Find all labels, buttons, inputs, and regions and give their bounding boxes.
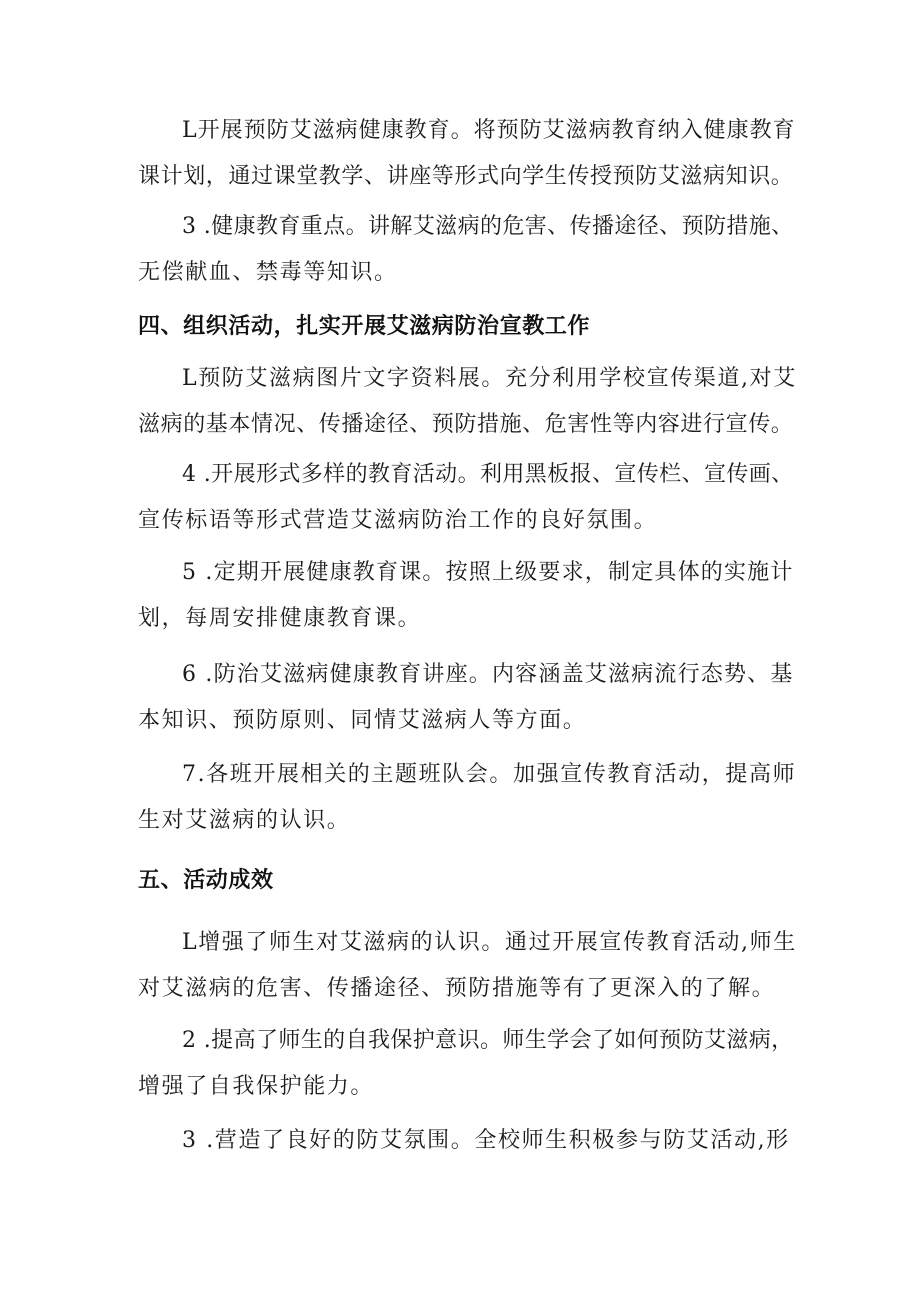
paragraph-line: 4 .开展形式多样的教育活动。利用黑板报、宣传栏、宣传画、 <box>182 462 794 487</box>
paragraph-diverse-activities <box>138 452 798 544</box>
paragraph-line: 7.各班开展相关的主题班队会。加强宣传教育活动，提高师 <box>182 762 797 787</box>
paragraph-line: 5 .定期开展健康教育课。按照上级要求，制定具体的实施计 <box>182 560 794 585</box>
paragraph-improved-awareness <box>138 920 798 1012</box>
paragraph-regular-classes <box>138 550 798 642</box>
paragraph-line: 本知识、预防原则、同情艾滋病人等方面。 <box>138 708 587 733</box>
paragraph-atmosphere <box>138 1118 798 1164</box>
paragraph-self-protection <box>138 1018 798 1110</box>
paragraph-line: 2 .提高了师生的自我保护意识。师生学会了如何预防艾滋病， <box>182 1028 794 1053</box>
section-heading-results: 五、活动成效 <box>138 868 274 893</box>
paragraph-line: L增强了师生对艾滋病的认识。通过开展宣传教育活动,师生 <box>182 930 797 955</box>
paragraph-line: L开展预防艾滋病健康教育。将预防艾滋病教育纳入健康教育 <box>182 118 796 143</box>
paragraph-line: L预防艾滋病图片文字资料展。充分利用学校宣传渠道,对艾 <box>182 366 797 391</box>
paragraph-line: 无偿献血、禁毒等知识。 <box>138 260 398 285</box>
paragraph-line: 3 .健康教育重点。讲解艾滋病的危害、传播途径、预防措施、 <box>182 214 794 239</box>
paragraph-line: 增强了自我保护能力。 <box>138 1074 375 1099</box>
paragraph-class-meetings <box>138 752 798 844</box>
paragraph-line: 宣传标语等形式营造艾滋病防治工作的良好氛围。 <box>138 508 658 533</box>
paragraph-picture-exhibition <box>138 356 798 448</box>
paragraph-line: 对艾滋病的危害、传播途径、预防措施等有了更深入的了解。 <box>138 976 776 1001</box>
paragraph-line: 划，每周安排健康教育课。 <box>138 606 422 631</box>
paragraph-line: 3 .营造了良好的防艾氛围。全校师生积极参与防艾活动,形 <box>182 1128 790 1153</box>
paragraph-line: 课计划，通过课堂教学、讲座等形式向学生传授预防艾滋病知识。 <box>138 164 794 189</box>
paragraph-line: 滋病的基本情况、传播途径、预防措施、危害性等内容进行宣传。 <box>138 412 794 437</box>
paragraph-education-focus <box>138 204 798 296</box>
paragraph-line: 6 .防治艾滋病健康教育讲座。内容涵盖艾滋病流行态势、基 <box>182 662 794 687</box>
paragraph-line: 生对艾滋病的认识。 <box>138 808 351 833</box>
section-heading-organize-activities: 四、组织活动，扎实开展艾滋病防治宣教工作 <box>138 314 591 339</box>
paragraph-health-education-plan <box>138 108 798 200</box>
paragraph-lectures <box>138 652 798 744</box>
